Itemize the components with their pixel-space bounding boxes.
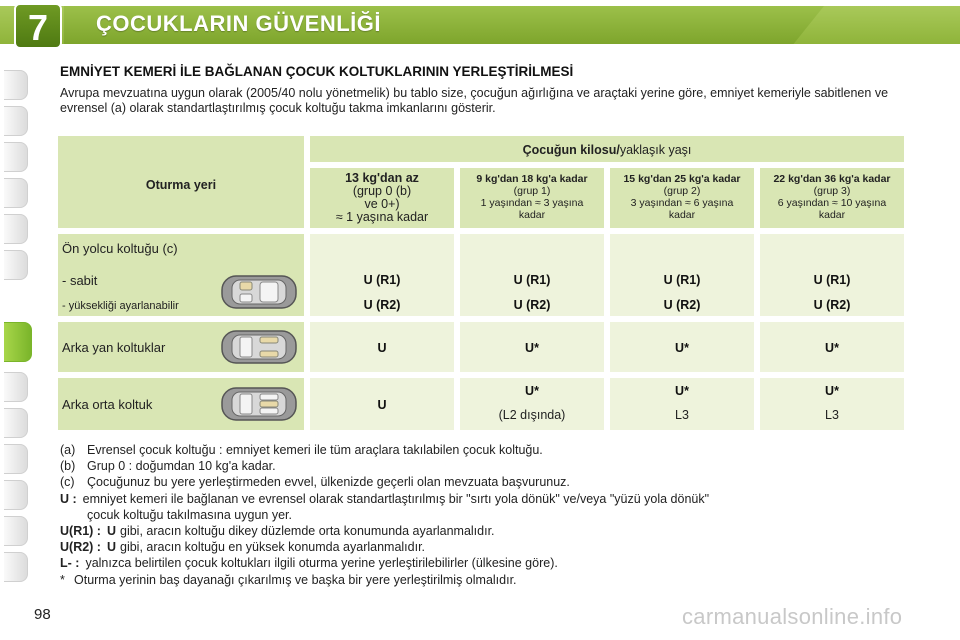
car-rear-center-seat-icon: [218, 384, 300, 424]
group-1-age-end: kadar: [518, 209, 546, 221]
group-2-label: [610, 173, 754, 221]
note-b: [60, 458, 920, 474]
note-ur1: [60, 523, 920, 539]
front-group-3-r2: U (R2): [813, 298, 851, 312]
front-group-1-r1: U (R1): [513, 273, 551, 287]
note-u-key: U :: [60, 491, 77, 506]
group-1-group: (grup 1): [513, 185, 551, 197]
rear-center-group-0-cell: [310, 378, 454, 430]
rear-side-group-3-cell: [760, 322, 904, 372]
group-0-weight: 13 kg'dan az: [345, 171, 419, 185]
note-ur2-text: gibi, aracın koltuğu en yüksek konumda ayarlanmalıdır.: [120, 540, 426, 555]
note-l-key: L- :: [60, 556, 80, 571]
group-0-extra: ve 0+): [364, 197, 400, 211]
front-group-0-r1: U (R1): [363, 273, 401, 287]
note-a-key: (a): [60, 443, 76, 457]
rear-side-group-0-value: U: [377, 341, 387, 355]
group-2-age-end: kadar: [668, 209, 696, 221]
rear-side-group-3-value: U*: [825, 341, 839, 355]
side-tab-5[interactable]: [4, 214, 28, 244]
rear-center-group-3-cell: [760, 378, 904, 430]
group-0-age: ≈ 1 yaşına kadar: [335, 210, 429, 224]
side-tab-9[interactable]: [4, 408, 28, 438]
side-tab-12[interactable]: [4, 516, 28, 546]
front-seat-fixed: - sabit: [62, 273, 98, 288]
rear-center-group-1-note: (L2 dışında): [498, 408, 566, 422]
rear-center-label: Arka orta koltuk: [62, 397, 153, 412]
group-3-weight: 22 kg'dan 36 kg'a kadar: [773, 173, 891, 185]
group-2-group: (grup 2): [663, 185, 701, 197]
group-1-weight: 9 kg'dan 18 kg'a kadar: [476, 173, 588, 185]
note-ur2: [60, 539, 920, 555]
group-3-group: (grup 3): [813, 185, 851, 197]
note-c: [60, 474, 920, 490]
chapter-title: ÇOCUKLARIN GÜVENLİĞİ: [96, 11, 381, 36]
front-group-0-cell: [310, 234, 454, 316]
rear-side-label-cell: [58, 322, 304, 372]
side-tab-4[interactable]: [4, 178, 28, 208]
side-tab-6[interactable]: [4, 250, 28, 280]
intro-paragraph: Avrupa mevzuatına uygun olarak (2005/40 nolu yönetmelik) bu tablo size, çocuğun ağırlığına ve araçtaki yerine göre, emniyet kemeriyle sabitlenen ve evrensel (a) olarak standartlaştırılmış çocuk koltuğu takma imkanlarını gösterir.: [60, 86, 889, 115]
rear-center-group-2-note: L3: [675, 408, 689, 422]
chapter-side-tabs: [0, 60, 34, 580]
rear-center-label-cell: [58, 378, 304, 430]
group-1-label: [460, 173, 604, 221]
side-tab-10[interactable]: [4, 444, 28, 474]
group-0-label: [310, 172, 454, 224]
note-star-key: *: [60, 572, 65, 587]
footnotes: [60, 442, 920, 588]
rear-side-label: Arka yan koltuklar: [62, 340, 166, 355]
side-tab-2[interactable]: [4, 106, 28, 136]
side-tab-3[interactable]: [4, 142, 28, 172]
note-ur1-text: gibi, aracın koltuğu dikey düzlemde orta konumunda ayarlanmalıdır.: [120, 524, 495, 539]
note-u-continued: çocuk koltuğu takılmasına uygun yer.: [87, 507, 292, 522]
rear-center-group-0-value: U: [377, 398, 387, 412]
front-group-1-cell: [460, 234, 604, 316]
group-2-weight: 15 kg'dan 25 kg'a kadar: [623, 173, 741, 185]
group-1-age: 1 yaşından ≈ 3 yaşına: [480, 197, 584, 209]
note-c-key: (c): [60, 475, 75, 490]
watermark: carmanualsonline.info: [682, 604, 903, 629]
rear-center-group-3-value: U*: [825, 384, 839, 398]
front-group-1-r2: U (R2): [513, 298, 551, 312]
weight-header-bold: Çocuğun kilosu/: [522, 143, 620, 157]
section-title: EMNİYET KEMERİ İLE BAĞLANAN ÇOCUK KOLTUKLARININ YERLEŞTİRİLMESİ: [60, 64, 574, 79]
rear-center-group-1-cell: [460, 378, 604, 430]
front-seat-label-cell: [58, 234, 304, 316]
note-star: [60, 572, 920, 588]
note-star-text: Oturma yerinin baş dayanağı çıkarılmış ve başka bir yere yerleştirilmiş olmalıdır.: [74, 572, 517, 587]
note-a-text: Evrensel çocuk koltuğu : emniyet kemeri ile tüm araçlara takılabilen çocuk koltuğu.: [87, 443, 543, 457]
rear-side-group-1-value: U*: [525, 341, 539, 355]
weight-header-cell: [310, 136, 904, 162]
front-seat-label: Ön yolcu koltuğu (c): [62, 241, 178, 256]
side-tab-11[interactable]: [4, 480, 28, 510]
note-u: [60, 491, 920, 507]
group-0-cell: [310, 168, 454, 228]
group-3-label: [760, 173, 904, 221]
rear-side-group-2-value: U*: [675, 341, 689, 355]
seat-header-cell: [58, 136, 304, 228]
front-group-0-r2: U (R2): [363, 298, 401, 312]
front-group-3-r1: U (R1): [813, 273, 851, 287]
front-seat-adjustable: - yüksekliği ayarlanabilir: [62, 300, 179, 312]
side-tab-7-active[interactable]: [4, 322, 32, 362]
seat-header: Oturma yeri: [145, 178, 217, 192]
side-tab-1[interactable]: [4, 70, 28, 100]
group-2-cell: [610, 168, 754, 228]
note-l: [60, 555, 920, 571]
car-rear-side-seat-icon: [218, 327, 300, 367]
chapter-number-badge: 7: [14, 3, 62, 49]
group-3-age-end: kadar: [818, 209, 846, 221]
front-group-2-r2: U (R2): [663, 298, 701, 312]
note-ur2-bold: U: [106, 540, 116, 555]
rear-center-group-2-cell: [610, 378, 754, 430]
note-b-key: (b): [60, 459, 76, 474]
weight-header-rest: yaklaşık yaşı: [619, 143, 692, 157]
note-ur1-bold: U: [106, 524, 116, 539]
front-group-3-cell: [760, 234, 904, 316]
front-group-2-r1: U (R1): [663, 273, 701, 287]
rear-center-group-3-note: L3: [825, 408, 839, 422]
group-3-cell: [760, 168, 904, 228]
rear-center-group-1-value: U*: [525, 384, 539, 398]
rear-side-group-0-cell: [310, 322, 454, 372]
note-b-text: Grup 0 : doğumdan 10 kg'a kadar.: [87, 459, 276, 474]
side-tab-8[interactable]: [4, 372, 28, 402]
note-ur2-key: U(R2) :: [60, 540, 101, 555]
car-front-seat-icon: [218, 272, 300, 312]
group-2-age: 3 yaşından ≈ 6 yaşına: [630, 197, 734, 209]
group-3-age: 6 yaşından ≈ 10 yaşına: [777, 197, 887, 209]
group-0-group: (grup 0 (b): [352, 184, 412, 198]
rear-side-group-1-cell: [460, 322, 604, 372]
weight-header: [310, 143, 904, 157]
note-u-text: emniyet kemeri ile bağlanan ve evrensel olarak standartlaştırılmış bir "sırtı yola dönük" ve/veya "yüzü yola dönük": [82, 491, 710, 506]
page-number: 98: [34, 606, 51, 623]
rear-side-group-2-cell: [610, 322, 754, 372]
group-1-cell: [460, 168, 604, 228]
chapter-header: [0, 0, 960, 52]
note-ur1-key: U(R1) :: [60, 524, 101, 539]
note-c-text: Çocuğunuz bu yere yerleştirmeden evvel, ülkenizde geçerli olan mevzuata başvurunuz.: [87, 475, 570, 490]
front-group-2-cell: [610, 234, 754, 316]
rear-center-group-2-value: U*: [675, 384, 689, 398]
note-l-text: yalnızca belirtilen çocuk koltukları ilgili oturma yerine yerleştirilebilirler (ülkesine göre).: [85, 556, 558, 571]
note-a: [60, 442, 920, 458]
side-tab-13[interactable]: [4, 552, 28, 582]
